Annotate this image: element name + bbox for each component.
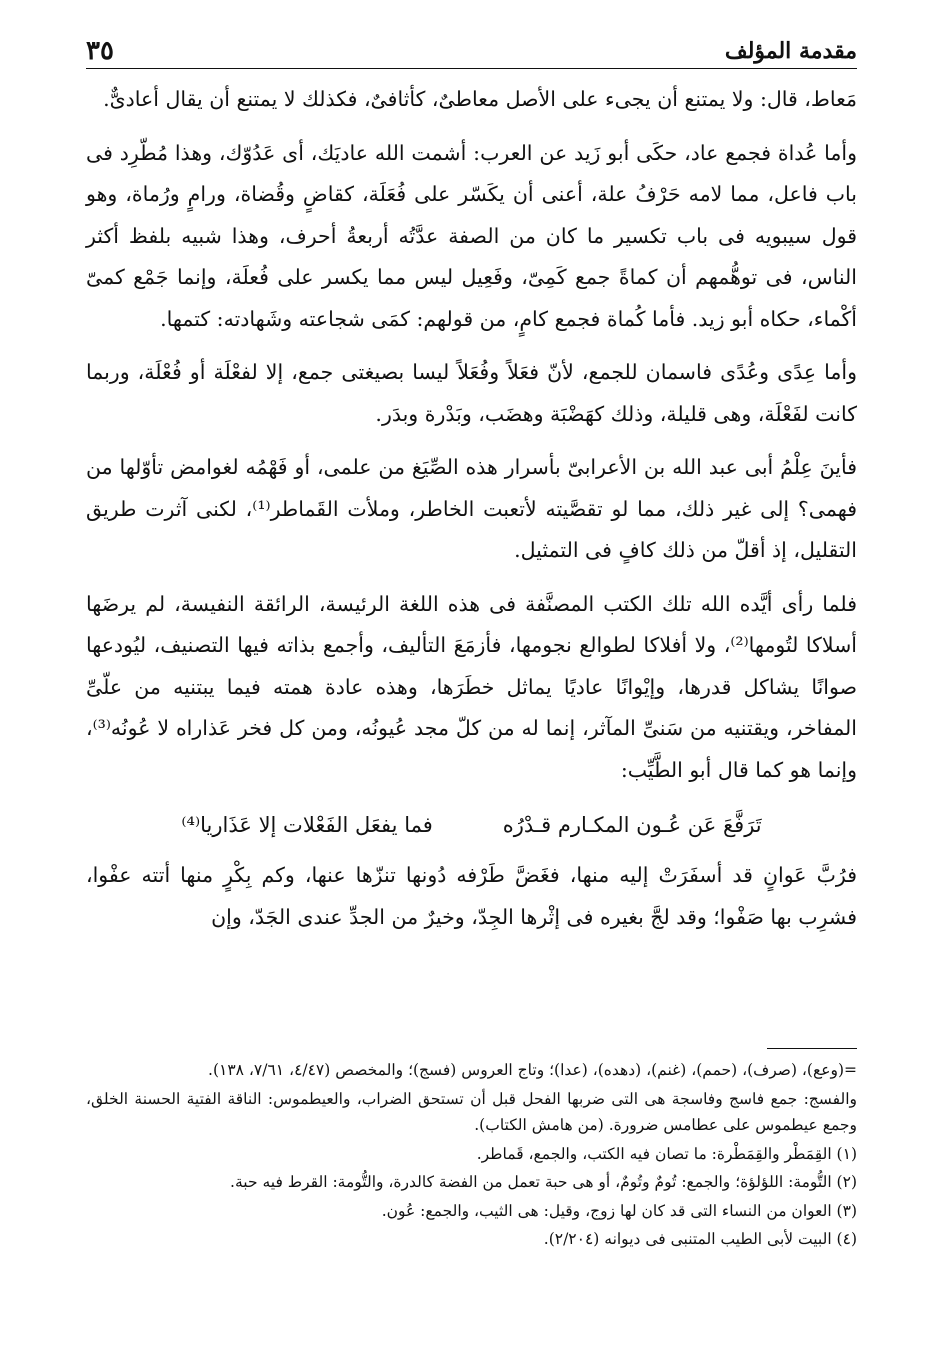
paragraph-1: مَعاط، قال: ولا يمتنع أن يجىء على الأصل معاطىٌ، كأثافىٌ، فكذلك لا يمتنع أن يقال أعادىٌّ.: [103, 87, 857, 111]
paragraph-6: فرُبَّ عَوانٍ قد أسفَرَتْ إليه منها، فغَضَّ طَرْفه دُونها تنزّها عنها، وكم بِكْرٍ منها أتته عفْوا، فشرِب بها صَفْوا؛ وقد لجَّ بغيره فى إثْرها الجِدّ، وخيرٌ من الجدِّ عندى الجَدّ، وإن: [86, 863, 857, 929]
footnote-note: والفسج: جمع فاسج وفاسجة هى التى ضربها الفحل قبل أن تستحق الضراب، والعيطموس: الناقة الفتية الحسنة الخلق، وجمع عيطموس على عطامس ضرورة. (من هامش الكتاب).: [86, 1089, 857, 1134]
footnote-separator: [767, 1048, 857, 1049]
footnotes-section: [86, 1048, 857, 1255]
footnote-3: (٣) العوان من النساء التى قد كان لها زوج، وقيل: هى الثيب، والجمع: عُون.: [381, 1201, 857, 1220]
footnote-continuation: =(وعع)، (صرف)، (حمم)، (غنم)، (دهده)، (عدا)؛ وتاج العروس (فسج)؛ والمخصص (٤/٤٧، ٧/٦١، ١٣٨).: [208, 1061, 857, 1079]
poetry-verse: [86, 803, 857, 847]
footnote-1: (١) القِمَطْر والقِمَطْرة: ما تصان فيه الكتب، والجمع، قَماطر.: [476, 1144, 857, 1163]
verse-second-hemistich: فما يفعَل الفَعْلات إلا عَذَاريا⁽⁴⁾: [181, 813, 433, 837]
page-number: ٣٥: [86, 36, 114, 66]
footnote-4: (٤) البيت لأبى الطيب المتنبى فى ديوانه (٢/٢٠٤).: [543, 1230, 857, 1248]
paragraph-2: وأما عُداة فجمع عاد، حكَى أبو زَيد عن العرب: أشمت الله عاديَك، أى عَدُوّك، وهذا مُطّرِد فى باب فاعل، مما لامه حَرْفُ علة، أعنى أن يكَسّر على فُعَلَة، كقاضٍ وقُضاة، ورامٍ ورُماة، وهو قول سيبويه فى باب تكسير ما كان من الصفة عدَّتُه أربعةُ أحرف، وهذا شبيه بلفظ أكثر الناس، فى توهُّمهم أن كماةً جمع كَمِىّ، وفَعِيل ليس مما يكسر على فُعلَة، وإنما جَمْع كمىّ أكْماء، حكاه أبو زيد. فأما كُماة فجمع كامٍ، من قولهم: كمَى شجاعته وشَهادته: كتمها.: [86, 140, 857, 331]
section-title: مقدمة المؤلف: [724, 38, 857, 64]
page-header: [86, 28, 857, 69]
verse-first-hemistich: تَرَفَّعَ عَن عُـون المكـارم قـدْرُه: [502, 813, 762, 837]
paragraph-3: وأما عِدًى وعُدًى فاسمان للجمع، لأنّ فعَلاً وفُعَلاً ليسا بصيغتى جمع، إلا لفعْلَة أو فُعْلَة، وربما كانت لفَعْلَة، وهى قليلة، وذلك كهَضْبَة وهضَب، وبَدْرة وبدَر.: [86, 360, 857, 426]
footnote-2: (٢) التُّومة: اللؤلؤة؛ والجمع: تُومٌ وتُومٌ، أو هى حبة تعمل من الفضة كالدرة، والتُّومة: القرط فيه حبة.: [230, 1173, 857, 1191]
paragraph-4: فأينَ عِلْمُ أبى عبد الله بن الأعرابىّ بأسرار هذه الصِّيَغ من علمى، أو فَهْمُه لغوامض تأوّلها من فهمى؟ إلى غير ذلك، مما لو تقصَّيته لأتعبت الخاطر، وملأت القَماطر⁽¹⁾، لكنى آثرت طريق التقليل، إذ أقلّ من ذلك كافٍ فى التمثيل.: [86, 455, 857, 562]
main-text: [86, 79, 857, 938]
paragraph-5: فلما رأى أيَّده الله تلك الكتب المصنَّفة فى هذه اللغة الرئيسة، الرائقة النفيسة، لم يرضَها أسلاكا لتُومها⁽²⁾، ولا أفلاكا لطوالع نجومها، فأزمَعَ التأليف، وأجمع بذاته فيها التصنيف، ليُودعها صوانًا يشاكل قدرها، وإيْوانًا عاديًا يماثل خطَرَها، وهذه عادة همته فيما يبتنيه من علّىِّ المفاخر، ويقتنيه من سَنىِّ المآثر، إنما له من كلّ مجد عُيونُه، ومن كل فخر عَذاراه لا عُونُه⁽³⁾، وإنما هو كما قال أبو الطَّيِّب:: [86, 591, 857, 782]
